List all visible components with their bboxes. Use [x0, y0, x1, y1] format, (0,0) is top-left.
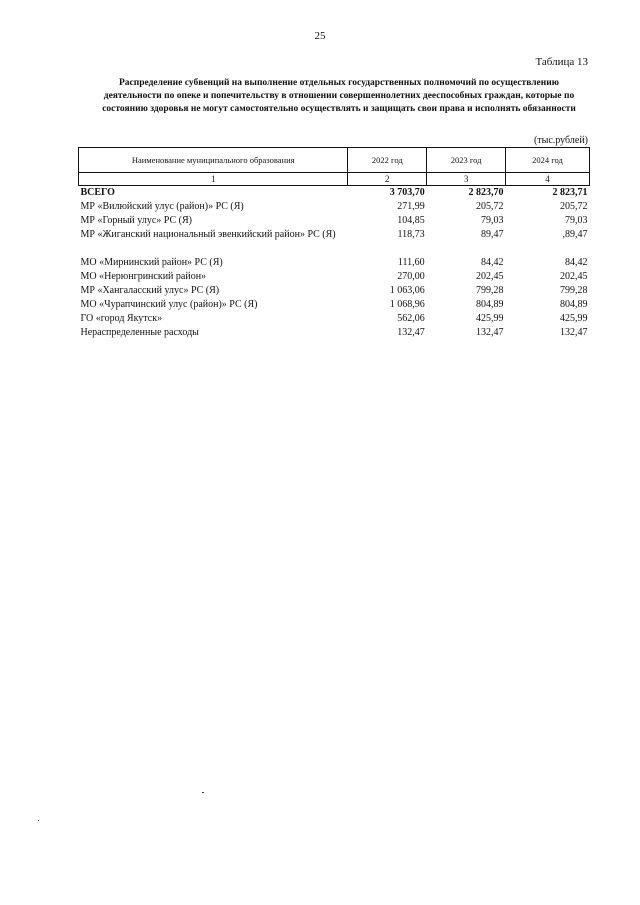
- table-row: [79, 326, 590, 340]
- table-row: [79, 312, 590, 326]
- title-line: состоянию здоровья не могут самостоятельно осуществлять и защищать свои права и исполнять обязанности: [102, 104, 576, 114]
- row-name: МО «Чурапчинский улус (район)» РС (Я): [80, 299, 258, 310]
- row-name: МР «Жиганский национальный эвенкийский район» РС (Я): [80, 229, 336, 240]
- value-2024: 799,28: [560, 285, 588, 296]
- value-2024: ,89,47: [562, 229, 588, 240]
- title-line: Распределение субвенций на выполнение отдельных государственных полномочий по осуществлению: [119, 78, 559, 88]
- table-row: [79, 228, 590, 242]
- column-number: 2: [348, 173, 427, 186]
- row-name: ГО «город Якутск»: [80, 313, 163, 324]
- table-row: [79, 214, 590, 228]
- column-number: 3: [427, 173, 506, 186]
- value-2024: 79,03: [565, 215, 588, 226]
- value-2023: 425,99: [475, 313, 504, 324]
- row-name: МО «Нерюнгринский район»: [80, 271, 207, 282]
- document-title: [86, 77, 592, 116]
- value-2024: 2 823,71: [552, 187, 588, 198]
- value-2023: 804,89: [475, 299, 504, 310]
- scan-speck: [202, 792, 204, 793]
- value-2023: 84,42: [480, 257, 504, 268]
- value-2023: 2 823,70: [468, 187, 504, 198]
- column-number: 4: [505, 173, 589, 186]
- table-label: Таблица 13: [535, 56, 588, 68]
- value-2022: 562,06: [397, 313, 425, 324]
- table-row-total: [79, 186, 590, 201]
- table-header-row: [79, 148, 590, 173]
- table-row: [79, 200, 590, 214]
- header-2024: 2024 год: [505, 148, 589, 173]
- page-number: 25: [314, 30, 326, 42]
- header-2022: 2022 год: [348, 148, 427, 173]
- table-row: [79, 284, 590, 298]
- value-2023: 799,28: [475, 285, 504, 296]
- value-2022: 104,85: [397, 215, 425, 226]
- value-2022: 118,73: [397, 229, 425, 240]
- value-2022: 111,60: [397, 257, 425, 268]
- value-2023: 205,72: [475, 201, 504, 212]
- row-name: МР «Хангаласский улус» РС (Я): [80, 285, 220, 296]
- column-number-row: [79, 173, 590, 186]
- scan-speck: [38, 820, 39, 821]
- table-row: [79, 256, 590, 270]
- value-2024: 132,47: [560, 327, 588, 338]
- value-2024: 202,45: [560, 271, 588, 282]
- header-2023: 2023 год: [427, 148, 506, 173]
- subvention-table: [78, 147, 590, 340]
- table-row: [79, 270, 590, 284]
- value-2023: 202,45: [475, 271, 504, 282]
- value-2024: 84,42: [565, 257, 588, 268]
- spacer-row: [79, 242, 590, 256]
- row-name: МО «Мирнинский район» РС (Я): [80, 257, 223, 268]
- title-line: деятельности по опеке и попечительству в отношении совершеннолетних дееспособных граждан, которые по: [103, 91, 575, 101]
- value-2023: 132,47: [475, 327, 504, 338]
- column-number: 1: [79, 173, 348, 186]
- value-2023: 89,47: [480, 229, 504, 240]
- value-2022: 271,99: [397, 201, 425, 212]
- header-name: Наименование муниципального образования: [79, 148, 348, 173]
- table-row: [79, 298, 590, 312]
- value-2022: 1 068,96: [389, 299, 425, 310]
- value-2022: 3 703,70: [389, 187, 425, 198]
- value-2024: 425,99: [560, 313, 588, 324]
- value-2022: 1 063,06: [389, 285, 425, 296]
- value-2022: 270,00: [397, 271, 425, 282]
- value-2024: 205,72: [560, 201, 588, 212]
- row-name: МР «Вилюйский улус (район)» РС (Я): [80, 201, 244, 212]
- value-2023: 79,03: [480, 215, 504, 226]
- row-name: ВСЕГО: [80, 187, 115, 198]
- row-name: Нераспределенные расходы: [80, 327, 199, 338]
- value-2024: 804,89: [560, 299, 588, 310]
- row-name: МР «Горный улус» РС (Я): [80, 215, 192, 226]
- units-label: (тыс.рублей): [533, 135, 588, 146]
- value-2022: 132,47: [397, 327, 425, 338]
